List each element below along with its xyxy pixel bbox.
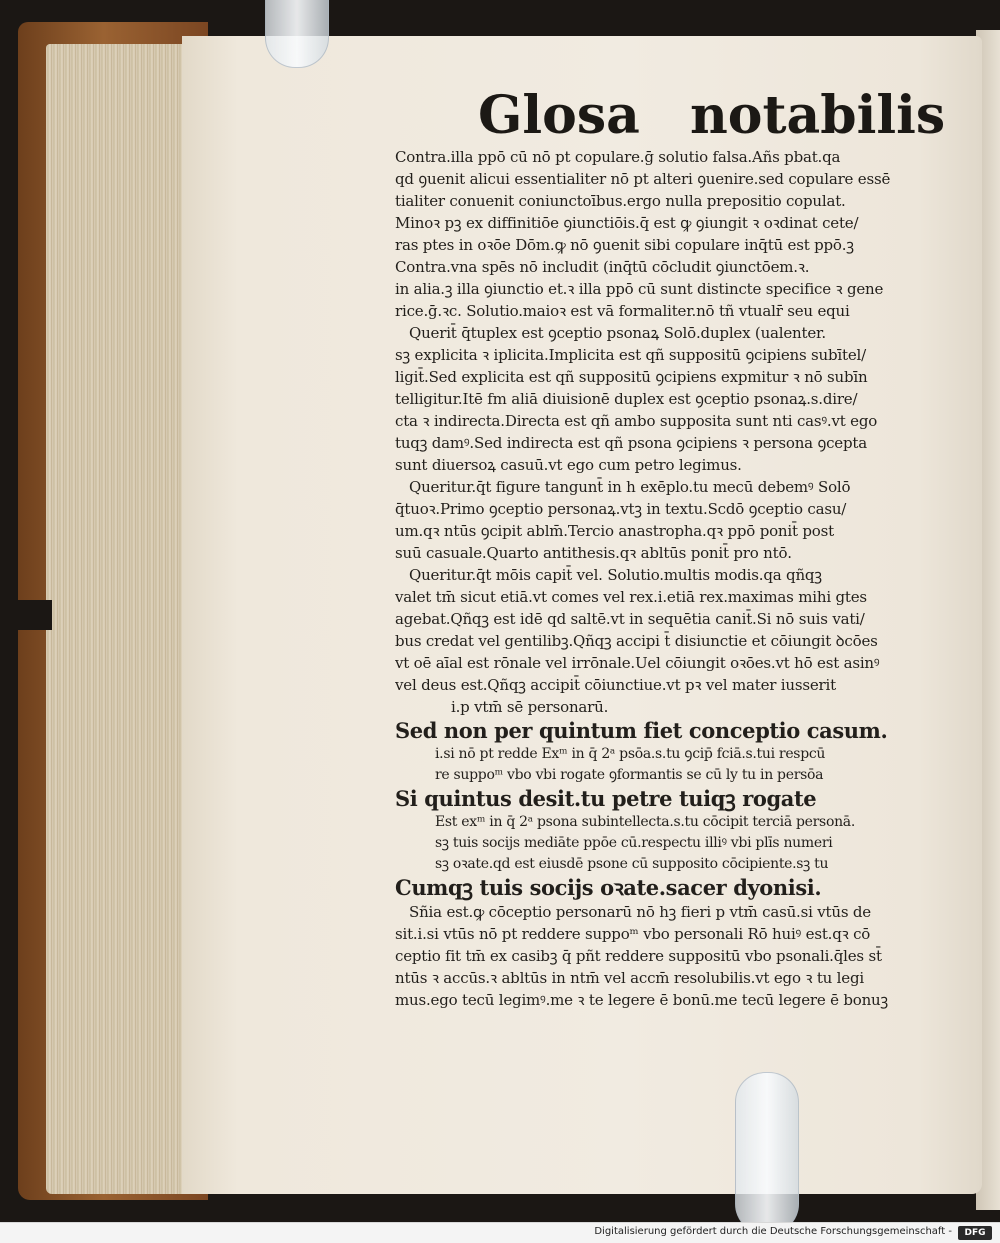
text-line: Queritur.q̄t figure tangunt̄ in h exēplo.tu mecū debemꝰ Solō	[409, 478, 851, 496]
text-line: bus credat vel gentilibꝫ.Qñqꝫ accipi t̄ disiunctie et cōiungit ꝺcōes	[395, 632, 878, 650]
text-line: ras ptes in oꝛōe Dōm.ꝙ nō ꝯuenit sibi copulare inq̄tū est ppō.ꝫ	[395, 236, 854, 254]
text-line: q̄tuoꝛ.Primo ꝯceptio personaꝝ.vtꝫ in textu.Scdō ꝯceptio casu/	[395, 500, 847, 518]
page-heading	[0, 86, 1000, 146]
text-line: ligit̄.Sed explicita est qñ suppositū ꝯcipiens expmitur ꝛ nō subīn	[395, 368, 868, 386]
text-line: qd ꝯuenit alicui essentialiter nō pt alteri ꝯuenire.sed copulare essē	[395, 170, 891, 188]
heading-word-right: notabilis	[690, 85, 946, 146]
text-line: sunt diuersoꝝ casuū.vt ego cum petro legimus.	[395, 456, 742, 474]
verse-line: Cumqꝫ tuis socijs oꝛate.sacer dyonisi.	[395, 875, 822, 900]
gloss-line: Est exᵐ in q̄ 2ᵃ psona subintellecta.s.tu cōcipit terciā personā.	[435, 814, 855, 830]
page-holder-clip-bottom	[735, 1072, 799, 1222]
page-holder-clip-top	[265, 0, 329, 68]
gloss-line: sꝫ oꝛate.qd est eiusdē psone cū supposito cōcipiente.sꝫ tu	[435, 856, 829, 872]
text-line: tialiter conuenit coniunctoībus.ergo nulla prepositio copulat.	[395, 192, 846, 210]
text-line: telligitur.Itē fm aliā diuisionē duplex est ꝯceptio psonaꝝ.s.dire/	[395, 390, 858, 408]
text-line: ntūs ꝛ accūs.ꝛ abltūs in ntm̄ vel accm̄ resolubilis.vt ego ꝛ tu legi	[395, 969, 864, 987]
text-line: in alia.ꝫ illa ꝯiunctio et.ꝛ illa ppō cū sunt distincte specifice ꝛ gene	[395, 280, 884, 298]
dfg-logo: DFG	[958, 1226, 992, 1240]
gloss-line: sꝫ tuis socijs mediāte ppōe cū.respectu illiꝰ vbi plīs numeri	[435, 835, 833, 851]
verse-line: Sed non per quintum fiet conceptio casum.	[395, 718, 888, 743]
text-line: rice.ḡ.ꝛc. Solutio.maioꝛ est vā formaliter.nō tñ vtualr̄ seu equi	[395, 302, 850, 320]
text-line: i.p vtm̄ sē personarū.	[451, 698, 609, 716]
text-line: Contra.illa ppō cū nō pt copulare.ḡ solutio falsa.Añs pbat.qa	[395, 148, 841, 166]
text-line: Querit̄ q̄tuplex est ꝯceptio psonaꝝ Solō.duplex (ualenter.	[409, 324, 826, 342]
page-edges	[46, 44, 192, 1194]
text-line: vel deus est.Qñqꝫ accipit̄ cōiunctiue.vt pꝛ vel mater iusserit	[395, 676, 836, 694]
text-line: Minoꝛ pꝫ ex diffinitiōe ꝯiunctiōis.q̄ est ꝙ ꝯiungit ꝛ oꝛdinat cete/	[395, 214, 859, 232]
page-notch	[18, 600, 52, 630]
digitization-footer	[0, 1222, 1000, 1243]
text-line: ceptio fit tm̄ ex casibꝫ q̄ pñt reddere suppositū vbo psonali.q̄les st̄	[395, 947, 882, 965]
gloss-line: i.si nō pt redde Exᵐ in q̄ 2ᵃ psōa.s.tu ꝯcip̄ fciā.s.tui respcū	[435, 746, 826, 762]
text-line: Queritur.q̄t mōis capit̄ vel. Solutio.multis modis.qa qñqꝫ	[409, 566, 822, 584]
text-line: sꝫ explicita ꝛ iplicita.Implicita est qñ suppositū ꝯcipiens subītel/	[395, 346, 866, 364]
text-line: suū casuale.Quarto antithesis.qꝛ abltūs ponit̄ pro ntō.	[395, 544, 792, 562]
text-block	[395, 146, 955, 1011]
text-line: sit.i.si vtūs nō pt reddere suppoᵐ vbo personali Rō huiꝰ est.qꝛ cō	[395, 925, 871, 943]
text-line: mus.ego tecū legimꝰ.me ꝛ te legere ē bonū.me tecū legere ē bonuꝫ	[395, 991, 888, 1009]
text-line: um.qꝛ ntūs ꝯcipit ablm̄.Tercio anastropha.qꝛ ppō ponit̄ post	[395, 522, 834, 540]
text-line: tuqꝫ damꝰ.Sed indirecta est qñ psona ꝯcipiens ꝛ persona ꝯcepta	[395, 434, 867, 452]
text-line: Contra.vna spēs nō includit (inq̄tū cōcludit ꝯiunctōem.ꝛ.	[395, 258, 810, 276]
text-line: valet tm̄ sicut etiā.vt comes vel rex.i.etiā rex.maximas mihi gtes	[395, 588, 867, 606]
footer-credit-text: Digitalisierung gefördert durch die Deutsche Forschungsgemeinschaft -	[594, 1226, 952, 1237]
text-line: vt oē aīal est rōnale vel irrōnale.Uel cōiungit oꝛōes.vt hō est asinꝰ	[395, 654, 880, 672]
verse-line: Si quintus desit.tu petre tuiqꝫ rogate	[395, 786, 817, 811]
heading-word-left: Glosa	[478, 85, 640, 146]
text-line: agebat.Qñqꝫ est idē qd saltē.vt in sequētia canit̄.Si nō suis vati/	[395, 610, 865, 628]
text-line: Sñia est.ꝙ cōceptio personarū nō hꝫ fieri p vtm̄ casū.si vtūs de	[409, 903, 871, 921]
text-line: cta ꝛ indirecta.Directa est qñ ambo supposita sunt nti casꝰ.vt ego	[395, 412, 878, 430]
gloss-line: re suppoᵐ vbo vbi rogate ꝯformantis se cū ly tu in persōa	[435, 767, 824, 783]
